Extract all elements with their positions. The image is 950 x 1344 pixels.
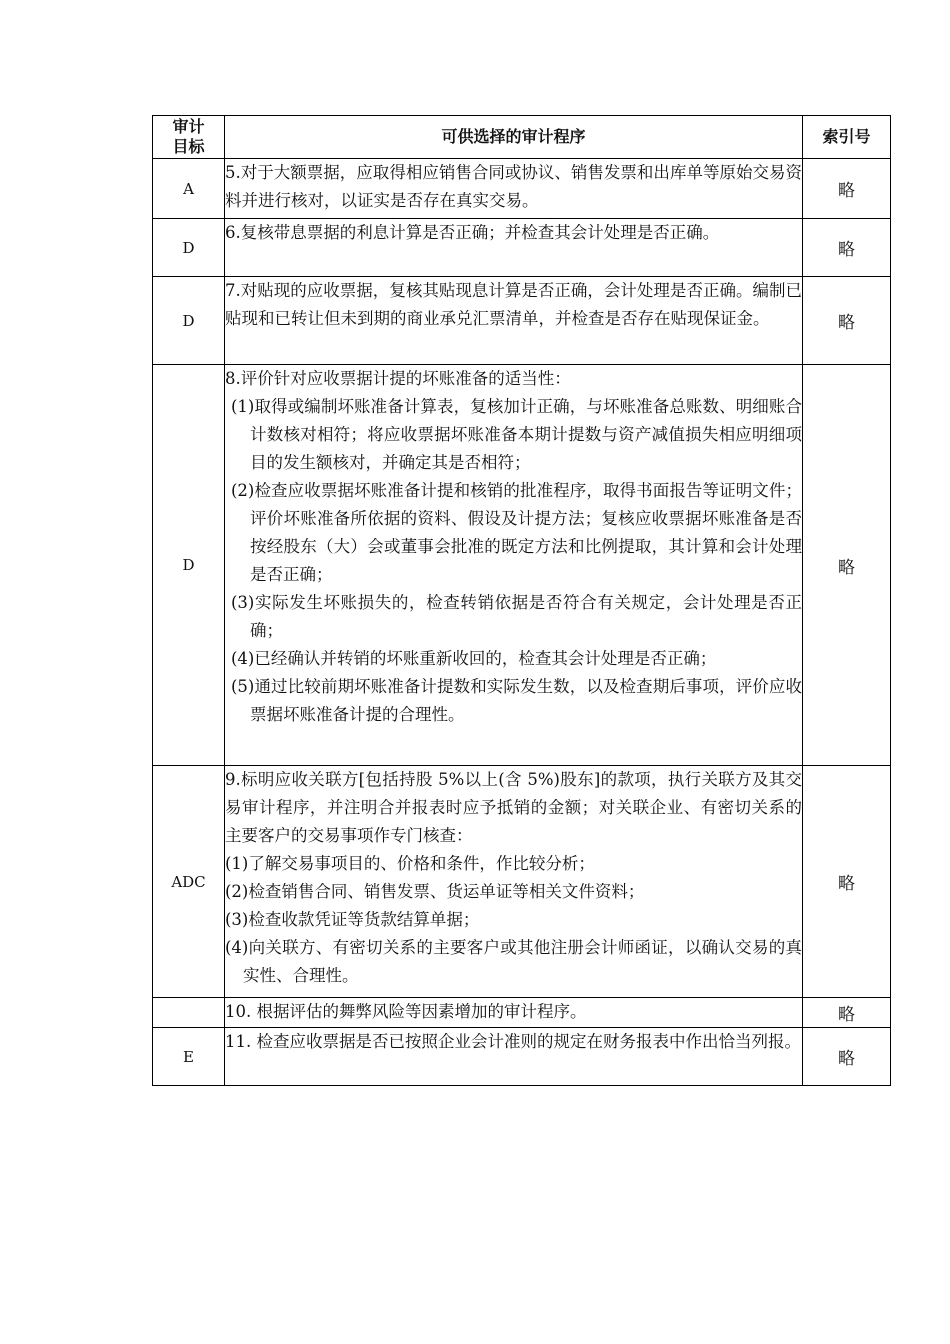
header-audit-target: 审计 目标 [153, 116, 225, 159]
header-procedure: 可供选择的审计程序 [225, 116, 803, 159]
row-procedure [225, 219, 803, 277]
procedure-subitem: (1)了解交易事项目的、价格和条件，作比较分析； [225, 854, 595, 873]
row-index: 略 [803, 219, 891, 277]
procedure-subitem: (2)检查销售合同、销售发票、货运单证等相关文件资料； [225, 882, 645, 901]
row-target: A [153, 159, 225, 219]
procedure-subitem: (2)检查应收票据坏账准备计提和核销的批准程序，取得书面报告等证明文件；评价坏账准备所依据的资料、假设及计提方法；复核应收票据坏账准备是否按经股东（大）会或董事会批准的既定方法和比例提取，其计算和会计处理是否正确； [231, 481, 802, 584]
procedure-text: 9.标明应收关联方[包括持股 5%以上(含 5%)股东]的款项，执行关联方及其交易审计程序，并注明合并报表时应予抵销的金额；对关联企业、有密切关系的主要客户的交易事项作专门核查： [225, 770, 802, 845]
row-target [153, 998, 225, 1028]
procedure-subitem: (1)取得或编制坏账准备计算表，复核加计正确，与坏账准备总账数、明细账合计数核对相符；将应收票据坏账准备本期计提数与资产减值损失相应明细项目的发生额核对，并确定其是否相符； [231, 397, 802, 472]
procedure-subitem: (5)通过比较前期坏账准备计提数和实际发生数，以及检查期后事项，评价应收票据坏账准备计提的合理性。 [231, 677, 802, 724]
procedure-text: 5.对于大额票据，应取得相应销售合同或协议、销售发票和出库单等原始交易资料并进行核对，以证实是否存在真实交易。 [225, 163, 802, 210]
row-index: 略 [803, 365, 891, 766]
procedure-subitem: (4)已经确认并转销的坏账重新收回的，检查其会计处理是否正确； [231, 649, 717, 668]
table-row [153, 1028, 891, 1086]
row-target: E [153, 1028, 225, 1086]
table-row [153, 766, 891, 998]
table-row [153, 998, 891, 1028]
row-target: D [153, 277, 225, 365]
table-header-row [153, 116, 891, 159]
procedure-text: 6.复核带息票据的利息计算是否正确；并检查其会计处理是否正确。 [225, 223, 720, 242]
row-procedure [225, 998, 803, 1028]
procedure-subitem: (4)向关联方、有密切关系的主要客户或其他注册会计师函证，以确认交易的真实性、合理性。 [225, 938, 802, 985]
row-procedure [225, 1028, 803, 1086]
row-target: D [153, 219, 225, 277]
procedure-text: 11. 检查应收票据是否已按照企业会计准则的规定在财务报表中作出恰当列报。 [225, 1032, 801, 1051]
procedure-subitem: (3)检查收款凭证等货款结算单据； [225, 910, 480, 929]
row-procedure [225, 365, 803, 766]
table-row [153, 365, 891, 766]
table-row [153, 277, 891, 365]
row-procedure [225, 159, 803, 219]
audit-procedure-table [152, 115, 891, 1086]
procedure-text: 8.评价针对应收票据计提的坏账准备的适当性： [225, 369, 571, 388]
row-target: ADC [153, 766, 225, 998]
row-index: 略 [803, 1028, 891, 1086]
row-procedure [225, 766, 803, 998]
row-target: D [153, 365, 225, 766]
row-index: 略 [803, 277, 891, 365]
row-index: 略 [803, 159, 891, 219]
row-index: 略 [803, 766, 891, 998]
procedure-subitem: (3)实际发生坏账损失的，检查转销依据是否符合有关规定，会计处理是否正确； [231, 593, 802, 640]
table-row [153, 219, 891, 277]
procedure-text: 10. 根据评估的舞弊风险等因素增加的审计程序。 [225, 1002, 587, 1021]
table-row [153, 159, 891, 219]
row-procedure [225, 277, 803, 365]
row-index: 略 [803, 998, 891, 1028]
header-index-number: 索引号 [803, 116, 891, 159]
procedure-text: 7.对贴现的应收票据，复核其贴现息计算是否正确，会计处理是否正确。编制已贴现和已转让但未到期的商业承兑汇票清单，并检查是否存在贴现保证金。 [225, 281, 802, 328]
